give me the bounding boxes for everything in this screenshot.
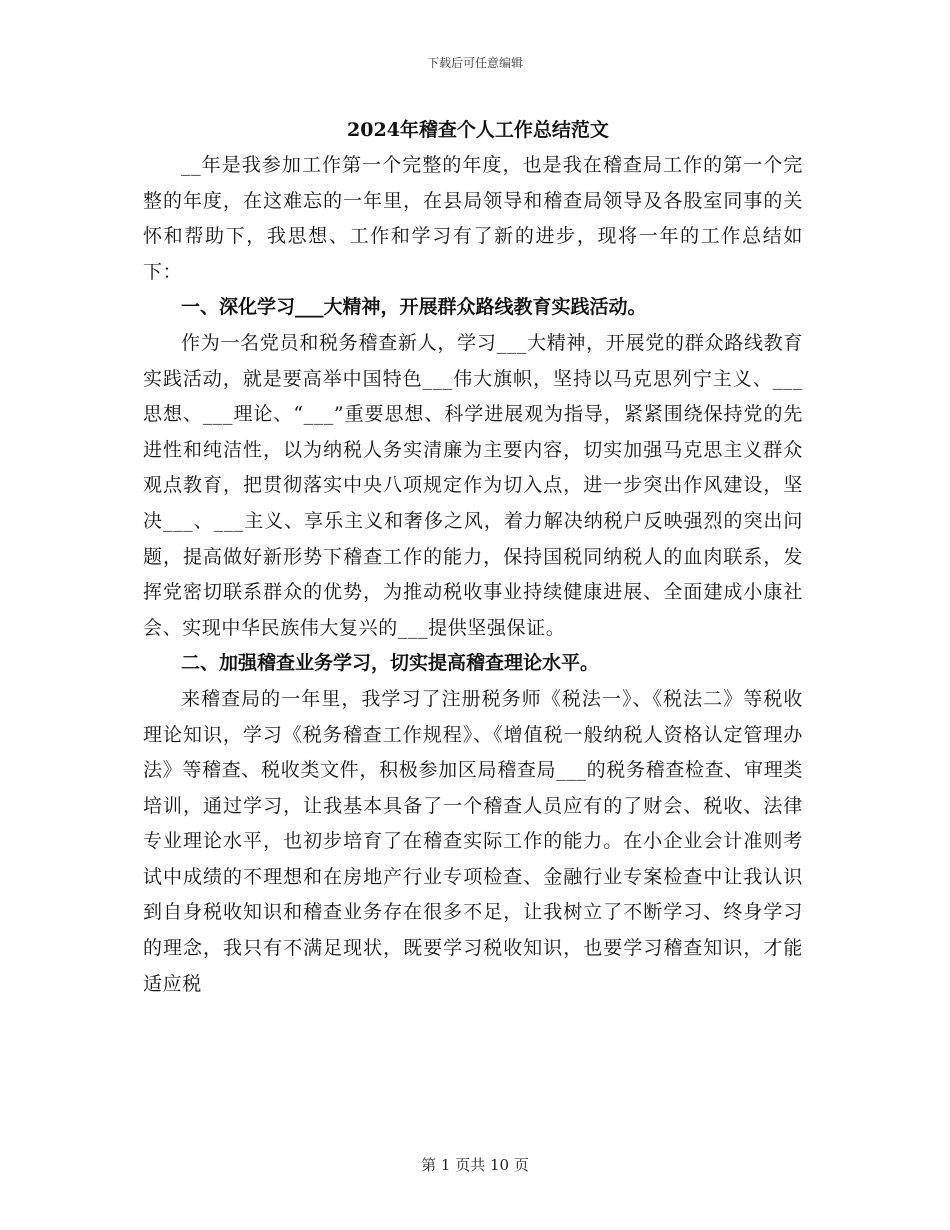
section-2-paragraph: 来稽查局的一年里，我学习了注册税务师《税法一》、《税法二》等税收理论知识，学习《税务稽查工作规程》、《增值税一般纳税人资格认定管理办法》等稽查、税收类文件，积极参加区局稽查局___的税务稽查检查、审理类培训，通过学习，让我基本具备了一个稽查人员应有的了财会、税收、法律专业理论水平，也初步培育了在稽查实际工作的能力。在小企业会计准则考试中成绩的不理想和在房地产行业专项检查、金融行业专案检查中让我认识到自身税收知识和稽查业务存在很多不足，让我树立了不断学习、终身学习的理念，我只有不满足现状，既要学习税收知识，也要学习稽查知识，才能适应税 [143, 687, 803, 995]
section-1-paragraph: 作为一名党员和税务稽查新人，学习___大精神，开展党的群众路线教育实践活动，就是要高举中国特色___伟大旗帜，坚持以马克思列宁主义、___思想、___理论、“___”重要思想、科学进展观为指导，紧紧围绕保持党的先进性和纯洁性，以为纳税人务实清廉为主要内容，切实加强马克思主义群众观点教育，把贯彻落实中央八项规定作为切入点，进一步突出作风建设，坚决___、___主义、享乐主义和奢侈之风，着力解决纳税户反映强烈的突出问题，提高做好新形势下稽查工作的能力，保持国税同纳税人的血肉联系，发挥党密切联系群众的优势，为推动税收事业持续健康进展、全面建成小康社会、实现中华民族伟大复兴的___提供坚强保证。 [143, 331, 803, 639]
header-note: 下载后可任意编辑 [426, 56, 523, 70]
document-content [143, 112, 803, 1002]
intro-paragraph: __年是我参加工作第一个完整的年度，也是我在稽查局工作的第一个完整的年度，在这难忘的一年里，在县局领导和稽查局领导及各股室同事的关怀和帮助下，我思想、工作和学习有了新的进步，现将一年的工作总结如下： [143, 154, 803, 283]
page-number-footer: 第 1 页共 10 页 [421, 1156, 529, 1174]
section-2-heading: 二、加强稽查业务学习，切实提高稽查理论水平。 [181, 652, 600, 675]
document-title: 2024年稽查个人工作总结范文 [347, 119, 609, 141]
section-1-heading: 一、深化学习___大精神，开展群众路线教育实践活动。 [181, 296, 647, 319]
